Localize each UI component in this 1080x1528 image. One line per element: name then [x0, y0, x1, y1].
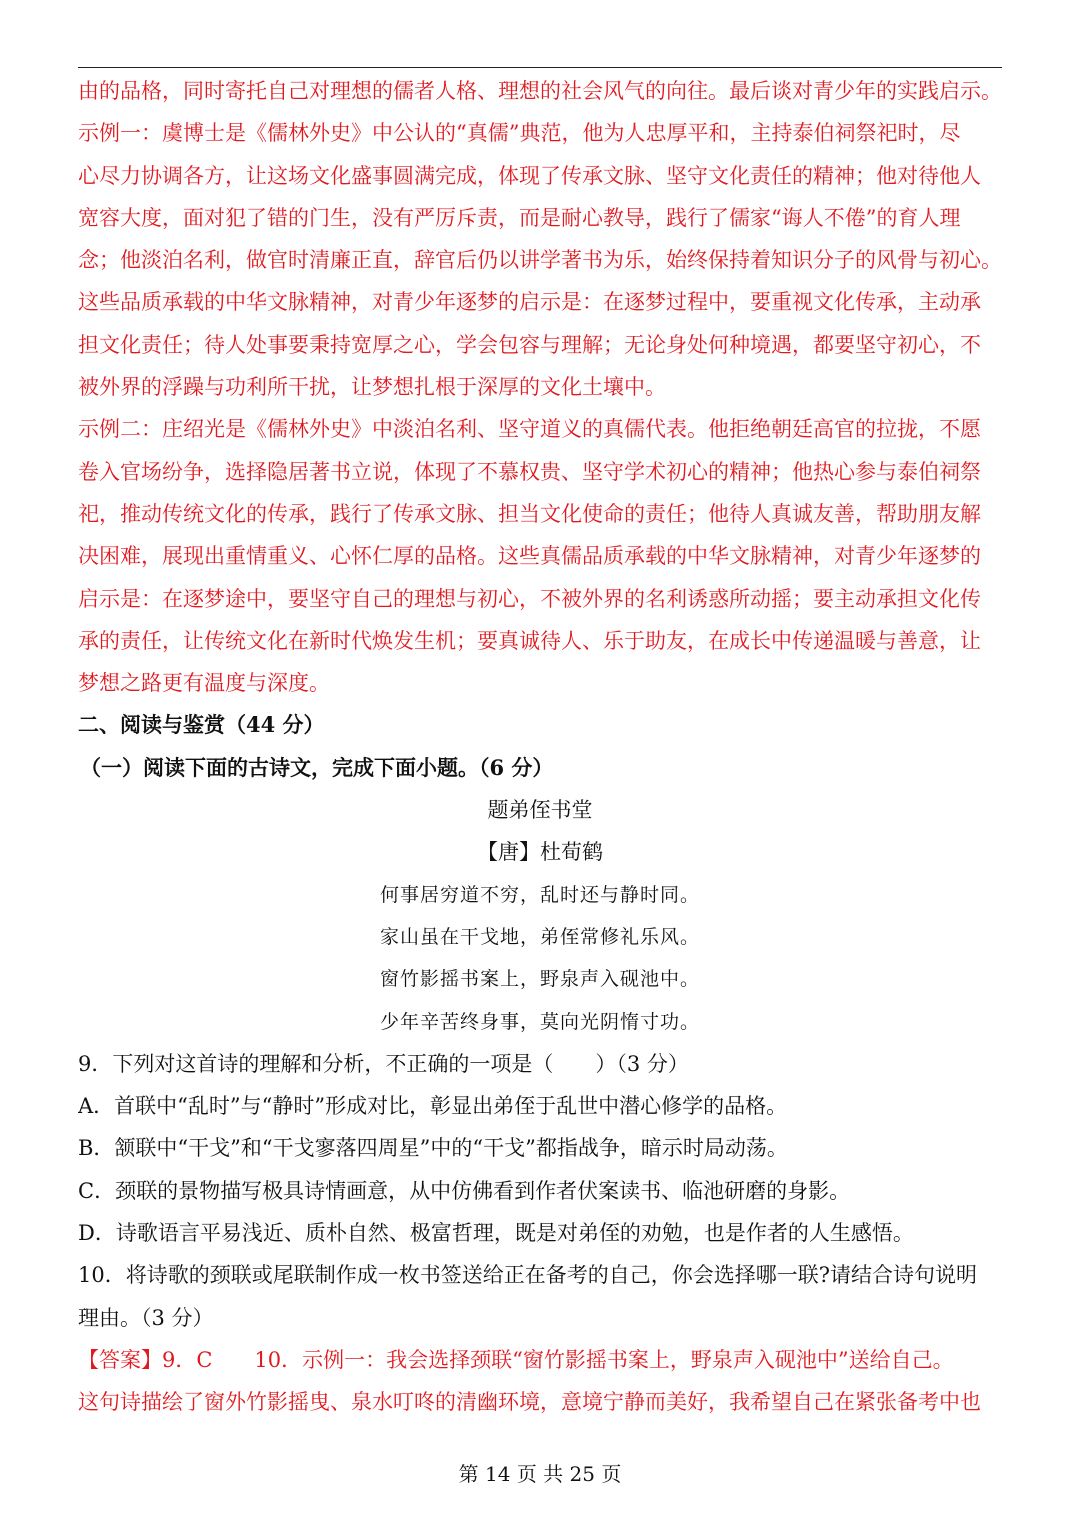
question-9-option-b: B．颔联中“干戈”和“干戈寥落四周星”中的“干戈”都指战争，暗示时局动荡。: [78, 1136, 788, 1161]
answer-explanation-line: 承的责任，让传统文化在新时代焕发生机；要真诚待人、乐于助友，在成长中传递温暖与善意，让: [78, 628, 981, 653]
answer-explanation-block: [78, 70, 1002, 704]
answer-line-continued: 这句诗描绘了窗外竹影摇曳、泉水叮咚的清幽环境，意境宁静而美好，我希望自己在紧张备考中也: [78, 1390, 981, 1415]
answer-explanation-line: 卷入官场纷争，选择隐居著书立说，体现了不慕权贵、坚守学术初心的精神；他热心参与泰伯祠祭: [78, 459, 981, 484]
answer-explanation-line: 祀，推动传统文化的传承，践行了传承文脉、担当文化使命的责任；他待人真诚友善，帮助朋友解: [78, 501, 981, 526]
header-rule: [78, 67, 1002, 68]
answer-explanation-line: 启示是：在逐梦途中，要坚守自己的理想与初心，不被外界的名利诱惑所动摇；要主动承担文化传: [78, 586, 981, 611]
poem-line: 家山虽在干戈地，弟侄常修礼乐风。: [379, 925, 700, 948]
answer-line: [78, 1339, 1002, 1381]
question-10-stem: 10．将诗歌的颈联或尾联制作成一枚书签送给正在备考的自己，你会选择哪一联?请结合诗句说明: [78, 1263, 977, 1288]
answer-tag: 【答案】: [78, 1347, 162, 1372]
poem-title: 题弟侄书堂: [487, 798, 593, 823]
answer-explanation-line: 这些品质承载的中华文脉精神，对青少年逐梦的启示是：在逐梦过程中，要重视文化传承，主动承: [78, 290, 981, 315]
answer-explanation-line: 示例一：虞博士是《儒林外史》中公认的“真儒”典范，他为人忠厚平和，主持泰伯祠祭祀时，尽: [78, 121, 961, 146]
answer-explanation-line: 示例二：庄绍光是《儒林外史》中淡泊名利、坚守道义的真儒代表。他拒绝朝廷高官的拉拢，不愿: [78, 417, 981, 442]
answer-explanation-line: 宽容大度，面对犯了错的门生，没有严厉斥责，而是耐心教导，践行了儒家“诲人不倦”的育人理: [78, 205, 961, 230]
answer-explanation-line: 担文化责任；待人处事要秉持宽厚之心，学会包容与理解；无论身处何种境遇，都要坚守初心，不: [78, 332, 981, 357]
page-content: [78, 70, 1002, 1424]
question-9-option-d: D．诗歌语言平易浅近、质朴自然、极富哲理，既是对弟侄的劝勉，也是作者的人生感悟。: [78, 1221, 914, 1246]
page-footer: 第 14 页 共 25 页: [458, 1462, 622, 1486]
question-9-stem: 9．下列对这首诗的理解和分析，不正确的一项是（ ）（3 分）: [78, 1051, 689, 1076]
poem-author: 【唐】杜荀鹤: [477, 840, 603, 865]
subsection-heading: （一）阅读下面的古诗文，完成下面小题。（6 分）: [80, 754, 554, 780]
answer-text: 9．C 10．示例一：我会选择颈联“窗竹影摇书案上，野泉声入砚池中”送给自己。: [162, 1347, 954, 1372]
section-heading: 二、阅读与鉴赏（44 分）: [78, 712, 325, 738]
poem-line: 何事居穷道不穷，乱时还与静时同。: [379, 883, 700, 906]
answer-explanation-line: 梦想之路更有温度与深度。: [78, 671, 330, 696]
poem-line: 少年辛苦终身事，莫向光阴惰寸功。: [379, 1010, 700, 1033]
poem-line: 窗竹影摇书案上，野泉声入砚池中。: [379, 968, 700, 991]
question-10-stem-continued: 理由。（3 分）: [78, 1305, 214, 1330]
answer-explanation-line: 由的品格，同时寄托自己对理想的儒者人格、理想的社会风气的向往。最后谈对青少年的实践启示。: [78, 79, 1002, 103]
answer-explanation-line: 心尽力协调各方，让这场文化盛事圆满完成，体现了传承文脉、坚守文化责任的精神；他对待他人: [78, 163, 981, 188]
answer-explanation-line: 被外界的浮躁与功利所干扰，让梦想扎根于深厚的文化土壤中。: [78, 375, 666, 400]
question-9-option-a: A．首联中“乱时”与“静时”形成对比，彰显出弟侄于乱世中潜心修学的品格。: [78, 1094, 788, 1119]
answer-explanation-line: 念；他淡泊名利，做官时清廉正直，辞官后仍以讲学著书为乐，始终保持着知识分子的风骨与初心。: [78, 248, 1002, 273]
answer-explanation-line: 决困难，展现出重情重义、心怀仁厚的品格。这些真儒品质承载的中华文脉精神，对青少年逐梦的: [78, 544, 981, 569]
question-9-option-c: C．颈联的景物描写极具诗情画意，从中仿佛看到作者伏案读书、临池研磨的身影。: [78, 1178, 851, 1203]
